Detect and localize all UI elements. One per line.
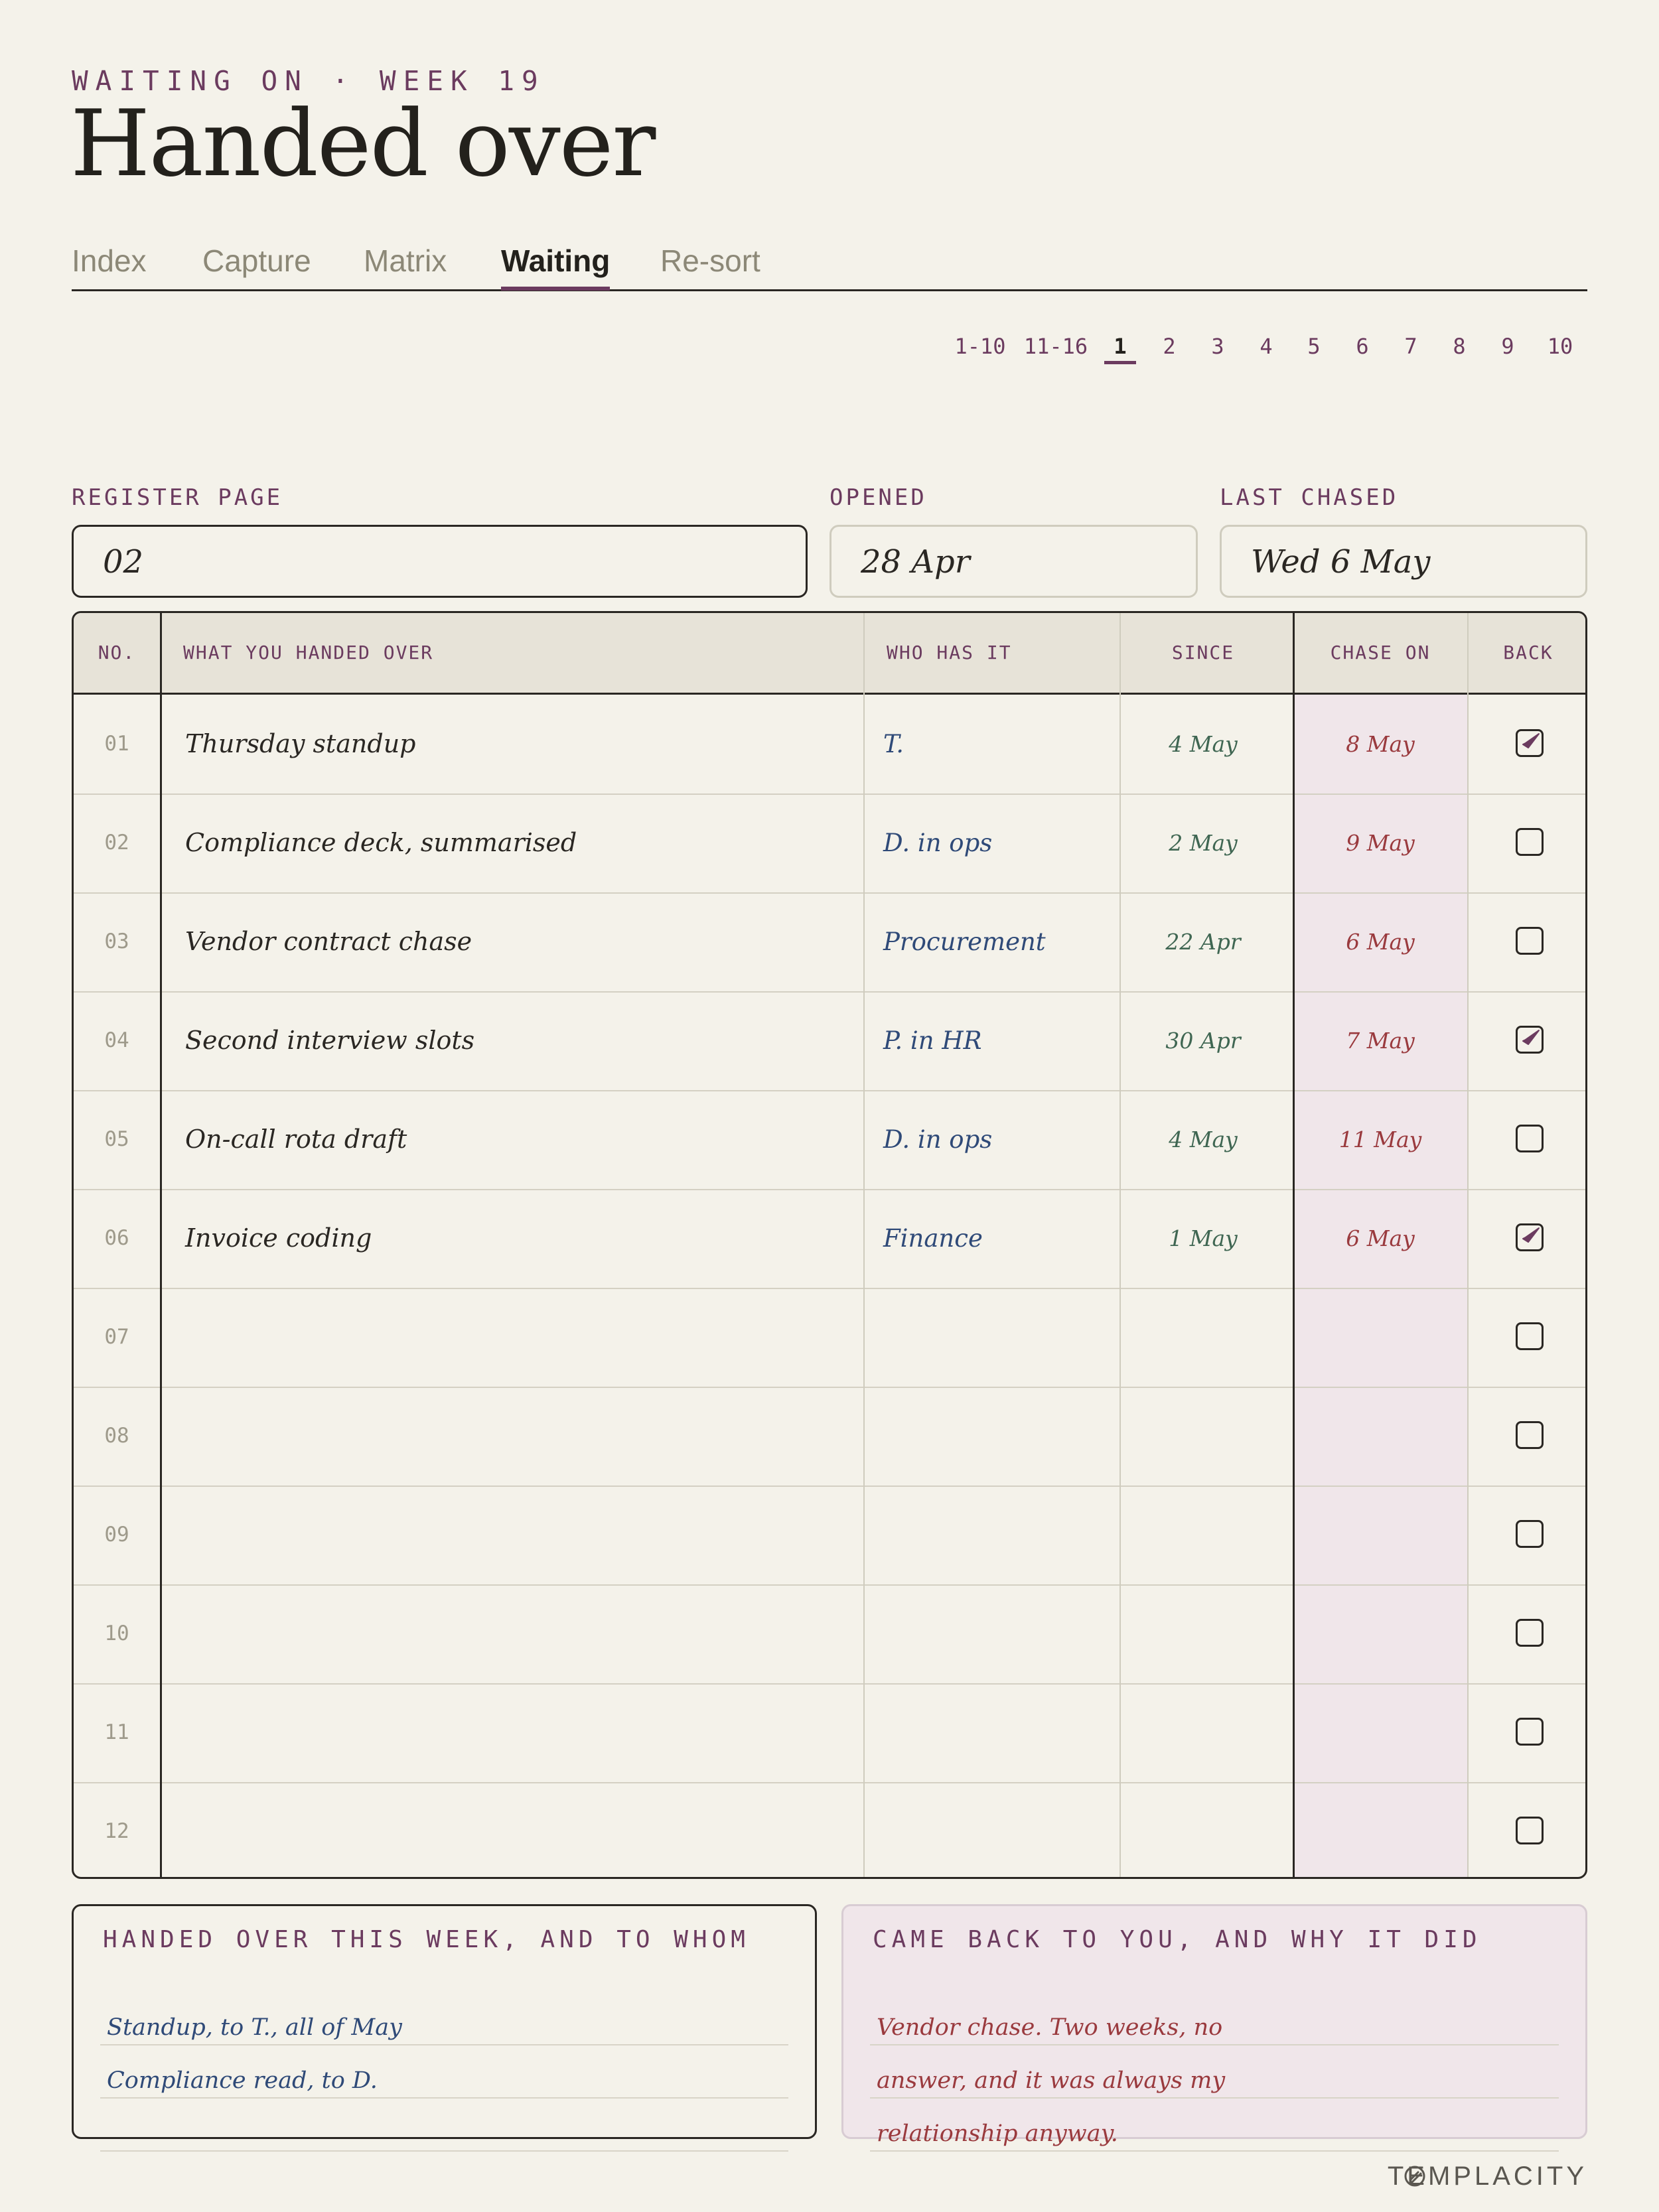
header-chase-on: CHASE ON (1330, 642, 1431, 663)
task-cell[interactable]: Second interview slots (185, 1026, 475, 1055)
back-checkbox[interactable] (1516, 1223, 1544, 1251)
row-number: 11 (104, 1720, 129, 1744)
chase-on-cell[interactable]: 6 May (1346, 1225, 1415, 1251)
back-checkbox[interactable] (1516, 828, 1544, 856)
last-chased-field[interactable]: Wed 6 May (1220, 525, 1587, 598)
note-line[interactable] (100, 2044, 788, 2099)
chase-on-cell[interactable] (1293, 1683, 1467, 1782)
row-number: 03 (104, 930, 129, 953)
page-link[interactable]: 11-16 (1023, 334, 1088, 359)
back-checkbox[interactable] (1516, 1520, 1544, 1548)
since-cell[interactable] (1117, 1683, 1289, 1782)
assignee-cell[interactable]: P. in HR (883, 1026, 982, 1055)
row-number: 06 (104, 1226, 129, 1250)
row-number: 09 (104, 1523, 129, 1547)
back-checkbox[interactable] (1516, 1125, 1544, 1152)
table-row (74, 991, 1585, 1091)
note-line-text: answer, and it was always my (877, 2067, 1226, 2094)
task-cell[interactable]: Vendor contract chase (185, 927, 472, 956)
task-cell[interactable]: Thursday standup (185, 729, 416, 758)
assignee-cell[interactable]: D. in ops (883, 1125, 993, 1154)
tab-index[interactable]: Index (72, 243, 147, 278)
row-number: 02 (104, 831, 129, 855)
table-header (74, 613, 1585, 695)
page-link[interactable]: 7 (1404, 334, 1417, 359)
handed-over-note-title: HANDED OVER THIS WEEK, AND TO WHOM (103, 1926, 750, 1953)
since-cell[interactable] (1117, 1584, 1289, 1683)
last-chased-label: LAST CHASED (1220, 484, 1399, 511)
chase-on-cell[interactable] (1293, 1387, 1467, 1486)
since-cell[interactable] (1117, 1486, 1289, 1584)
table-row (74, 1189, 1585, 1289)
header-back: BACK (1503, 642, 1553, 663)
header-what: WHAT YOU HANDED OVER (183, 642, 434, 663)
table-row (74, 1782, 1585, 1879)
register-page-field[interactable]: 02 (72, 525, 808, 598)
task-cell[interactable]: On-call rota draft (185, 1125, 407, 1154)
note-line-text: Standup, to T., all of May (107, 2014, 402, 2041)
assignee-cell[interactable]: T. (883, 730, 904, 758)
header-no: NO. (98, 642, 136, 663)
page-link[interactable]: 8 (1453, 334, 1466, 359)
check-mark-icon (1515, 726, 1547, 758)
table-row (74, 1486, 1585, 1586)
row-number: 07 (104, 1325, 129, 1349)
page-eyebrow: WAITING ON · WEEK 19 (72, 65, 545, 97)
task-cell[interactable]: Compliance deck, summarised (185, 828, 577, 857)
opened-field[interactable]: 28 Apr (830, 525, 1198, 598)
column-divider (1119, 613, 1121, 1877)
tab-bar (72, 239, 1587, 291)
back-checkbox[interactable] (1516, 1026, 1544, 1054)
back-checkbox[interactable] (1516, 729, 1544, 757)
page-link[interactable]: 3 (1211, 334, 1224, 359)
page-link[interactable]: 1 (1104, 332, 1136, 364)
since-cell[interactable]: 1 May (1169, 1225, 1238, 1251)
column-divider (863, 613, 865, 1877)
row-number: 04 (104, 1028, 129, 1052)
note-line[interactable] (870, 2044, 1559, 2099)
chase-on-cell[interactable]: 6 May (1346, 929, 1415, 955)
row-number: 10 (104, 1622, 129, 1645)
since-cell[interactable]: 4 May (1169, 1127, 1238, 1152)
tab-re-sort[interactable]: Re-sort (660, 243, 760, 278)
waiting-table (72, 611, 1587, 1879)
task-cell[interactable]: Invoice coding (185, 1223, 372, 1253)
note-line[interactable] (870, 1991, 1559, 2045)
header-since: SINCE (1171, 642, 1235, 663)
table-body (74, 695, 1585, 1877)
handed-over-note (72, 1904, 817, 2139)
register-page-label: REGISTER PAGE (72, 484, 283, 511)
row-number: 08 (104, 1424, 129, 1448)
came-back-note-title: CAME BACK TO YOU, AND WHY IT DID (873, 1926, 1482, 1953)
row-number: 05 (104, 1127, 129, 1151)
chase-on-cell[interactable] (1293, 1288, 1467, 1387)
back-checkbox[interactable] (1516, 1619, 1544, 1647)
note-line[interactable] (870, 2097, 1559, 2152)
chase-on-cell[interactable] (1293, 1584, 1467, 1683)
back-checkbox[interactable] (1516, 1322, 1544, 1350)
table-row (74, 794, 1585, 894)
since-cell[interactable]: 22 Apr (1165, 929, 1241, 955)
back-checkbox[interactable] (1516, 927, 1544, 955)
page-link[interactable]: 2 (1163, 334, 1176, 359)
note-line[interactable] (100, 2097, 788, 2152)
chase-on-cell[interactable]: 11 May (1338, 1127, 1422, 1152)
assignee-cell[interactable]: D. in ops (883, 829, 993, 857)
column-divider (160, 613, 162, 1877)
page-link[interactable]: 4 (1260, 334, 1273, 359)
note-line-text: relationship anyway. (877, 2120, 1118, 2147)
since-cell[interactable] (1117, 1288, 1289, 1387)
brand-wordmark: TEMPLACITY (1387, 2162, 1587, 2191)
note-line-text: Vendor chase. Two weeks, no (877, 2014, 1223, 2041)
tab-waiting[interactable]: Waiting (501, 243, 610, 291)
table-row (74, 1683, 1585, 1783)
since-cell[interactable]: 4 May (1169, 731, 1238, 757)
row-number: 12 (104, 1819, 129, 1843)
assignee-cell[interactable]: Procurement (883, 928, 1046, 956)
column-divider (1293, 613, 1295, 1877)
table-row (74, 1584, 1585, 1685)
page-link[interactable]: 9 (1501, 334, 1514, 359)
check-mark-icon (1515, 1022, 1547, 1054)
chase-on-cell[interactable] (1293, 1782, 1467, 1879)
back-checkbox[interactable] (1516, 1817, 1544, 1844)
table-row (74, 1288, 1585, 1388)
page-link[interactable]: 5 (1307, 334, 1321, 359)
back-checkbox[interactable] (1516, 1718, 1544, 1746)
page-link[interactable]: 6 (1356, 334, 1369, 359)
table-row (74, 892, 1585, 993)
since-cell[interactable]: 30 Apr (1165, 1028, 1241, 1054)
page-link[interactable]: 1-10 (954, 334, 1006, 359)
tab-matrix[interactable]: Matrix (364, 243, 447, 278)
table-row (74, 1090, 1585, 1190)
page-pagination (950, 332, 1587, 372)
since-cell[interactable] (1117, 1387, 1289, 1486)
came-back-note (841, 1904, 1587, 2147)
page-title: Handed over (70, 90, 655, 197)
table-row (74, 1387, 1585, 1487)
chase-on-cell[interactable]: 8 May (1346, 731, 1415, 757)
tab-capture[interactable]: Capture (202, 243, 311, 278)
row-number: 01 (104, 732, 129, 756)
note-line-text: Compliance read, to D. (107, 2067, 378, 2094)
chase-on-cell[interactable]: 9 May (1346, 830, 1415, 856)
since-cell[interactable]: 2 May (1169, 830, 1238, 856)
opened-label: OPENED (830, 484, 927, 511)
assignee-cell[interactable]: Finance (883, 1224, 983, 1253)
table-row (74, 695, 1585, 795)
column-divider (1467, 613, 1469, 1877)
since-cell[interactable] (1117, 1782, 1289, 1879)
check-mark-icon (1515, 1220, 1547, 1252)
back-checkbox[interactable] (1516, 1421, 1544, 1449)
chase-on-cell[interactable] (1293, 1486, 1467, 1584)
chase-on-cell[interactable]: 7 May (1346, 1028, 1415, 1054)
note-line[interactable] (100, 1991, 788, 2045)
page-link[interactable]: 10 (1547, 334, 1573, 359)
header-who: WHO HAS IT (887, 642, 1012, 663)
